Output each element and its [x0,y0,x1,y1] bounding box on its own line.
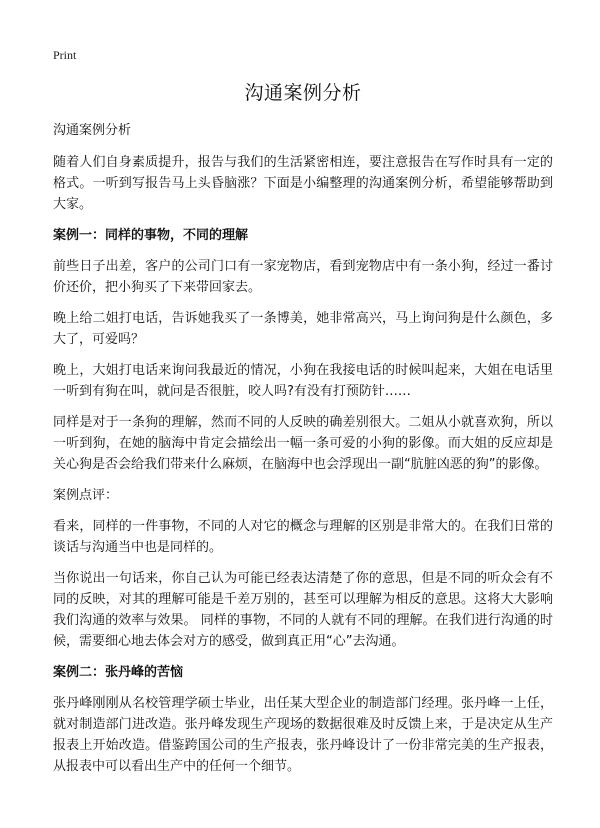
intro-paragraph: 随着人们自身素质提升，报告与我们的生活紧密相连，要注意报告在写作时具有一定的格式。一听到写报告马上头昏脑涨？下面是小编整理的沟通案例分析，希望能够帮助到大家。 [53,155,553,212]
case2-heading: 案例二：张丹峰的苦恼 [53,665,184,680]
case1-paragraph: 当你说出一句话来，你自己认为可能已经表达清楚了你的意思，但是不同的听众会有不同的反映，对其的理解可能是千差万别的，甚至可以理解为相反的意思。这将大大影响我们沟通的效率与效果。 同样的事物，不同的人就有不同的理解。在我们进行沟通的时候，需要细心地去体会对方的感受，做到真正用“心”去沟通。 [53,571,553,649]
case1-paragraph: 看来，同样的一件事物，不同的人对它的概念与理解的区别是非常大的。在我们日常的谈话与沟通当中也是同样的。 [53,519,553,555]
case1-paragraph: 晚上给二姐打电话，告诉她我买了一条博美，她非常高兴，马上询问狗是什么颜色，多大了，可爱吗？ [53,311,553,347]
print-label: Print [53,48,77,62]
document-body [53,120,553,787]
case1-paragraph: 前些日子出差，客户的公司门口有一家宠物店，看到宠物店中有一条小狗，经过一番讨价还价，把小狗买了下来带回家去。 [53,259,553,295]
case1-paragraph: 晚上，大姐打电话来询问我最近的情况，小狗在我接电话的时候叫起来，大姐在电话里一听到有狗在叫，就问是否很脏，咬人吗?有没有打预防针…… [53,363,553,399]
case1-heading: 案例一：同样的事物，不同的理解 [53,228,249,243]
document-title: 沟通案例分析 [244,82,362,104]
case1-comment-label: 案例点评： [53,488,119,503]
case1-paragraph: 同样是对于一条狗的理解，然而不同的人反映的确差别很大。二姐从小就喜欢狗，所以一听到狗，在她的脑海中肯定会描绘出一幅一条可爱的小狗的影像。而大姐的反应却是关心狗是否会给我们带来什么麻烦，在脑海中也会浮现出一副“肮脏凶恶的狗”的影像。 [53,415,553,472]
case2-paragraph: 张丹峰刚刚从名校管理学硕士毕业，出任某大型企业的制造部门经理。张丹峰一上任，就对制造部门进改造。张丹峰发现生产现场的数据很难及时反馈上来，于是决定从生产报表上开始改造。借鉴跨国公司的生产报表，张丹峰设计了一份非常完美的生产报表，从报表中可以看出生产中的任何一个细节。 [53,696,553,774]
document-subtitle: 沟通案例分析 [53,123,132,138]
